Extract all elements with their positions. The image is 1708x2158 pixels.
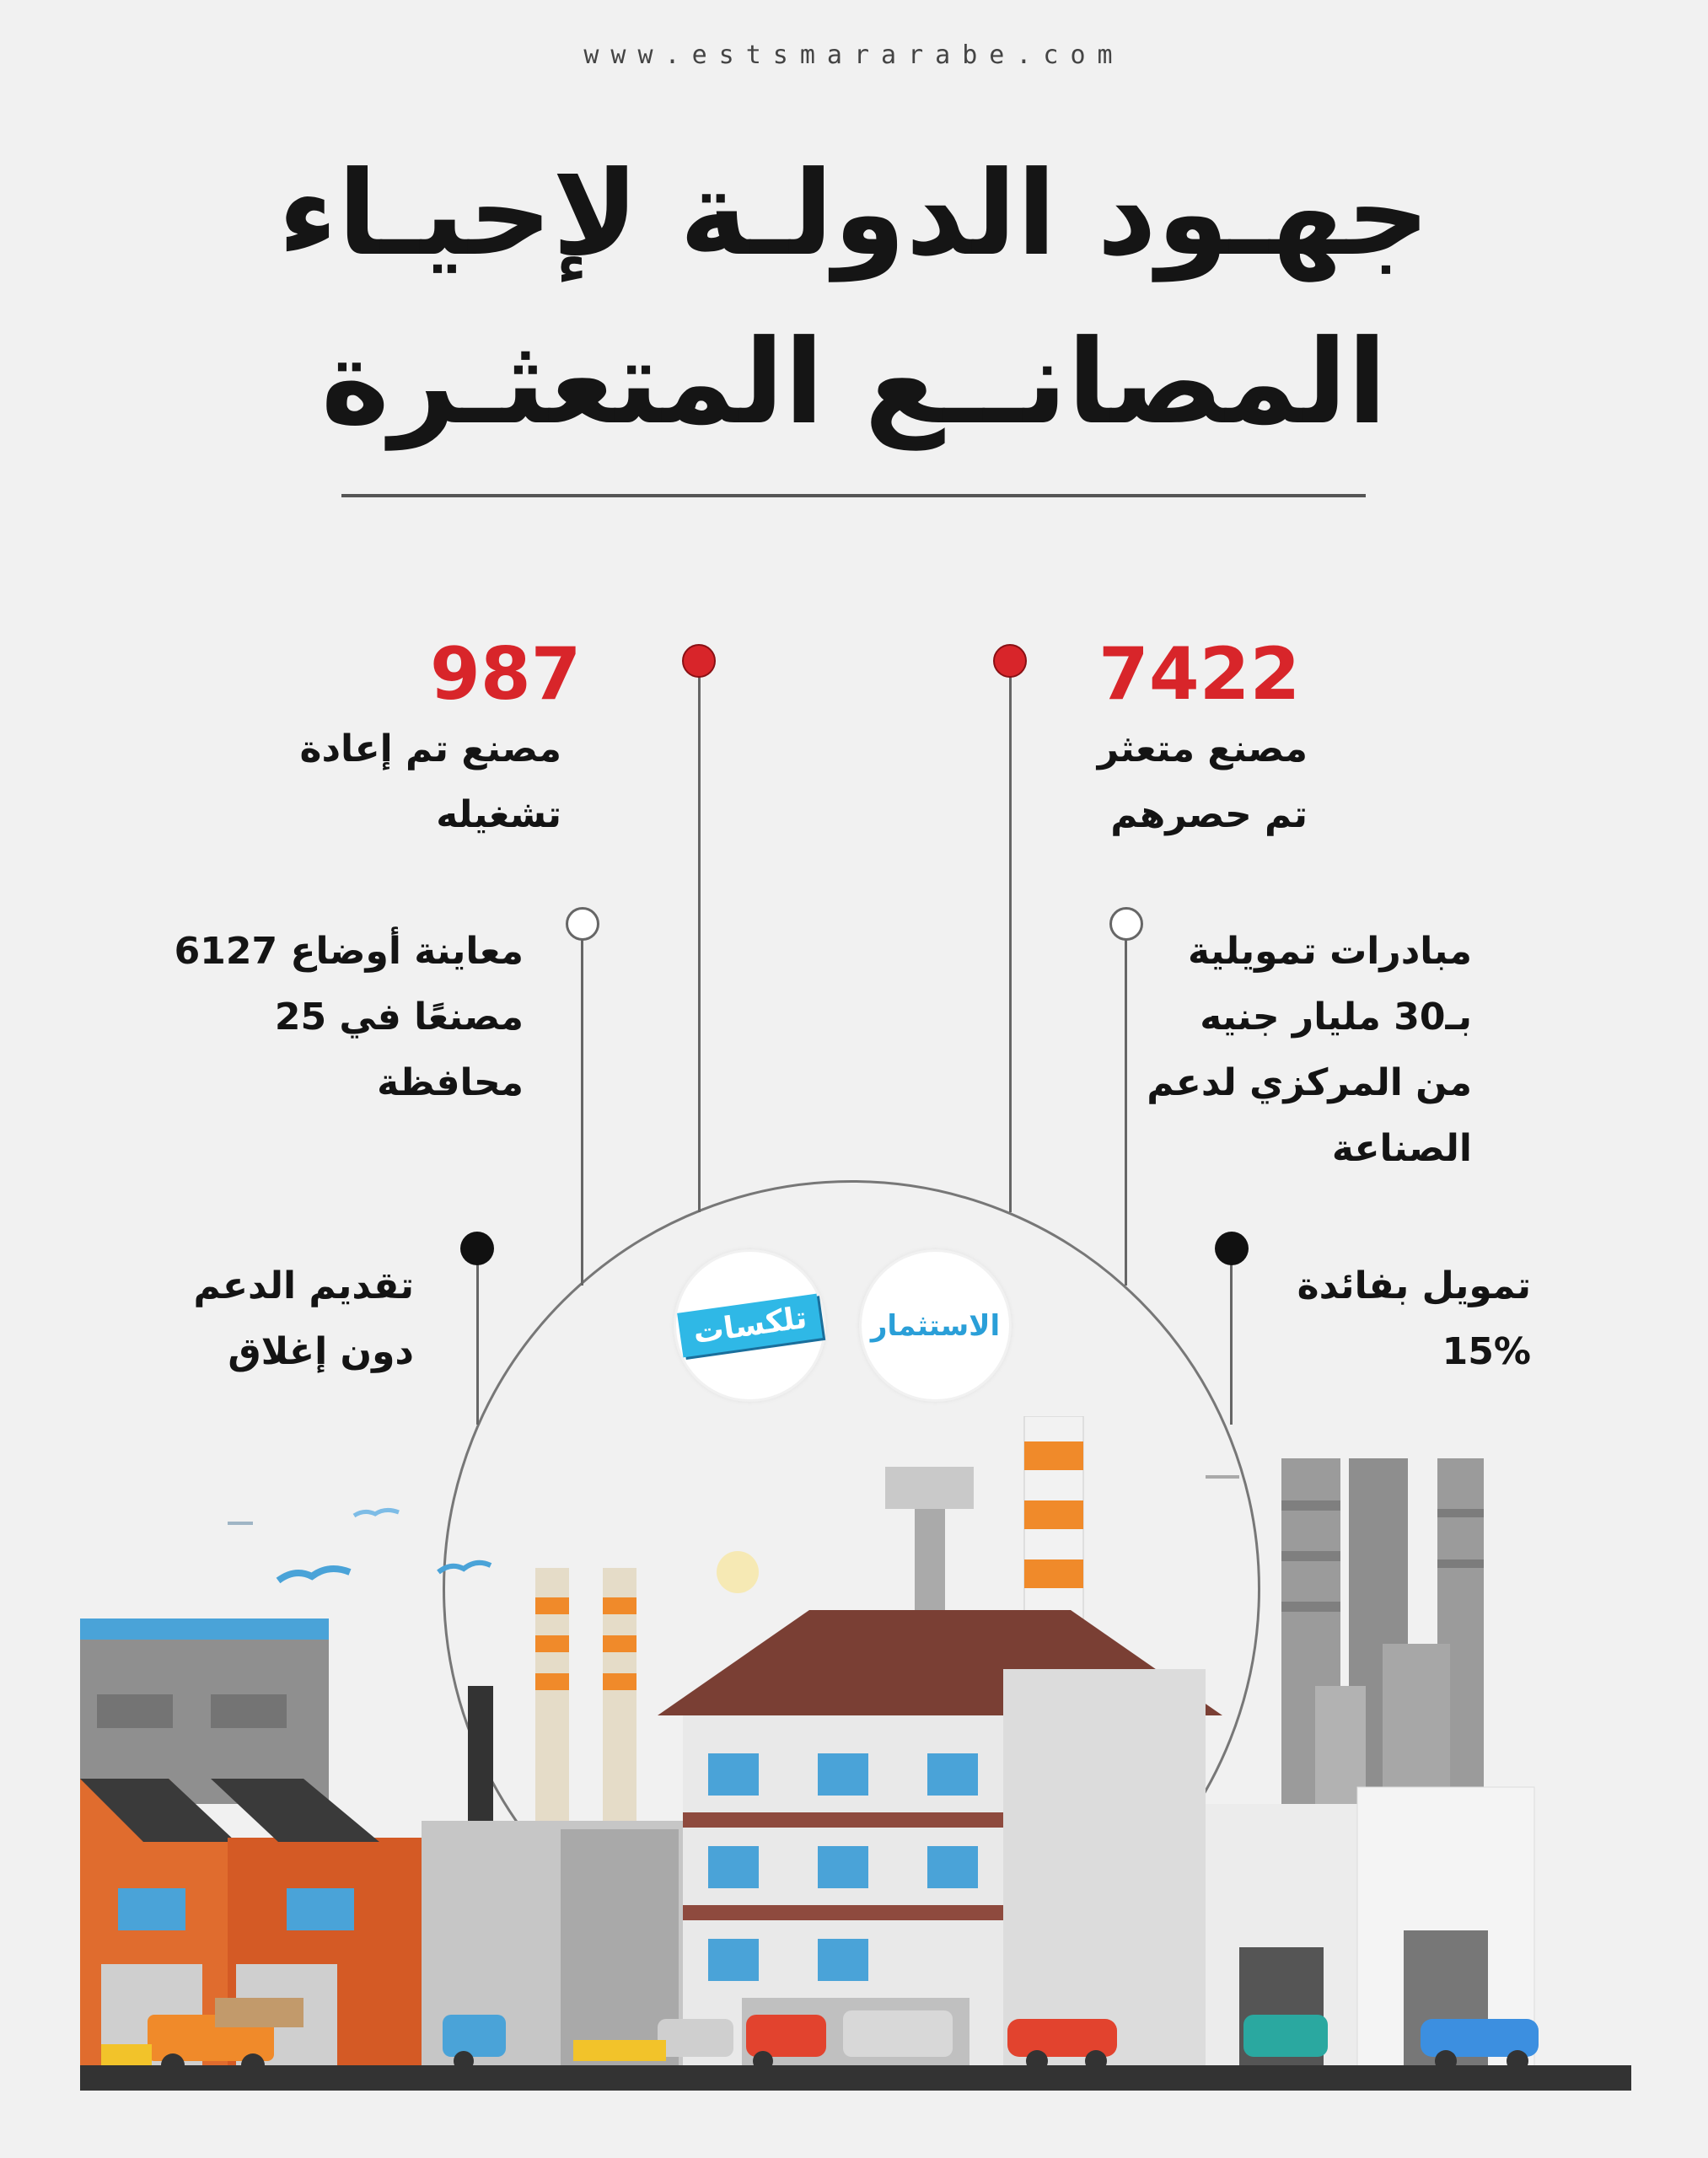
connector-line — [581, 923, 583, 1286]
ground-road — [80, 2065, 1631, 2091]
point-inspection: معاينة أوضاع 6127 مصنعًا في 25 محافظة — [174, 930, 524, 1104]
bird-icon — [354, 1510, 399, 1516]
telksat-badge — [677, 1294, 823, 1358]
bird-icon — [278, 1569, 350, 1581]
estithmar-logo-text: الاستثمار — [870, 1308, 1001, 1343]
title-divider — [341, 494, 1366, 497]
page-title-line1: جهـود الدولـة لإحيـاء — [277, 146, 1431, 282]
point-financing-initiatives: مبادرات تمويلية بـ30 مليار جنيه من المركزي لدعم الصناعة — [1147, 930, 1472, 1170]
telksat-logo — [676, 1252, 824, 1399]
stat-value-restarted-factories: 987 — [430, 632, 582, 717]
website-url: www.estsmararabe.com — [583, 40, 1125, 70]
connector-line — [476, 1248, 479, 1425]
telksat-logo-text: تلكسات — [690, 1300, 809, 1351]
sun-icon — [717, 1551, 759, 1593]
point-support: تقديم الدعم دون إغلاق — [193, 1264, 414, 1373]
left-office-building — [80, 1618, 329, 1804]
connector-line — [698, 661, 701, 1212]
stat-value-failed-factories: 7422 — [1098, 632, 1301, 717]
stat-label-failed-factories: مصنع متعثر تم حصرهم — [1097, 727, 1308, 836]
white-dot — [566, 907, 599, 941]
page-title-line2: المصانــع المتعثـرة — [320, 314, 1388, 450]
black-dot — [460, 1232, 494, 1265]
factory-illustration — [0, 1416, 1708, 2091]
point-interest-rate: تمويل بفائدة 15% — [1297, 1264, 1531, 1373]
estithmar-logo — [862, 1252, 1009, 1399]
stat-label-restarted-factories: مصنع تم إعادة تشغيله — [299, 727, 561, 836]
red-dot — [993, 644, 1027, 678]
main-building — [658, 1610, 1222, 2074]
red-dot — [682, 644, 716, 678]
bird-icon — [438, 1563, 491, 1572]
